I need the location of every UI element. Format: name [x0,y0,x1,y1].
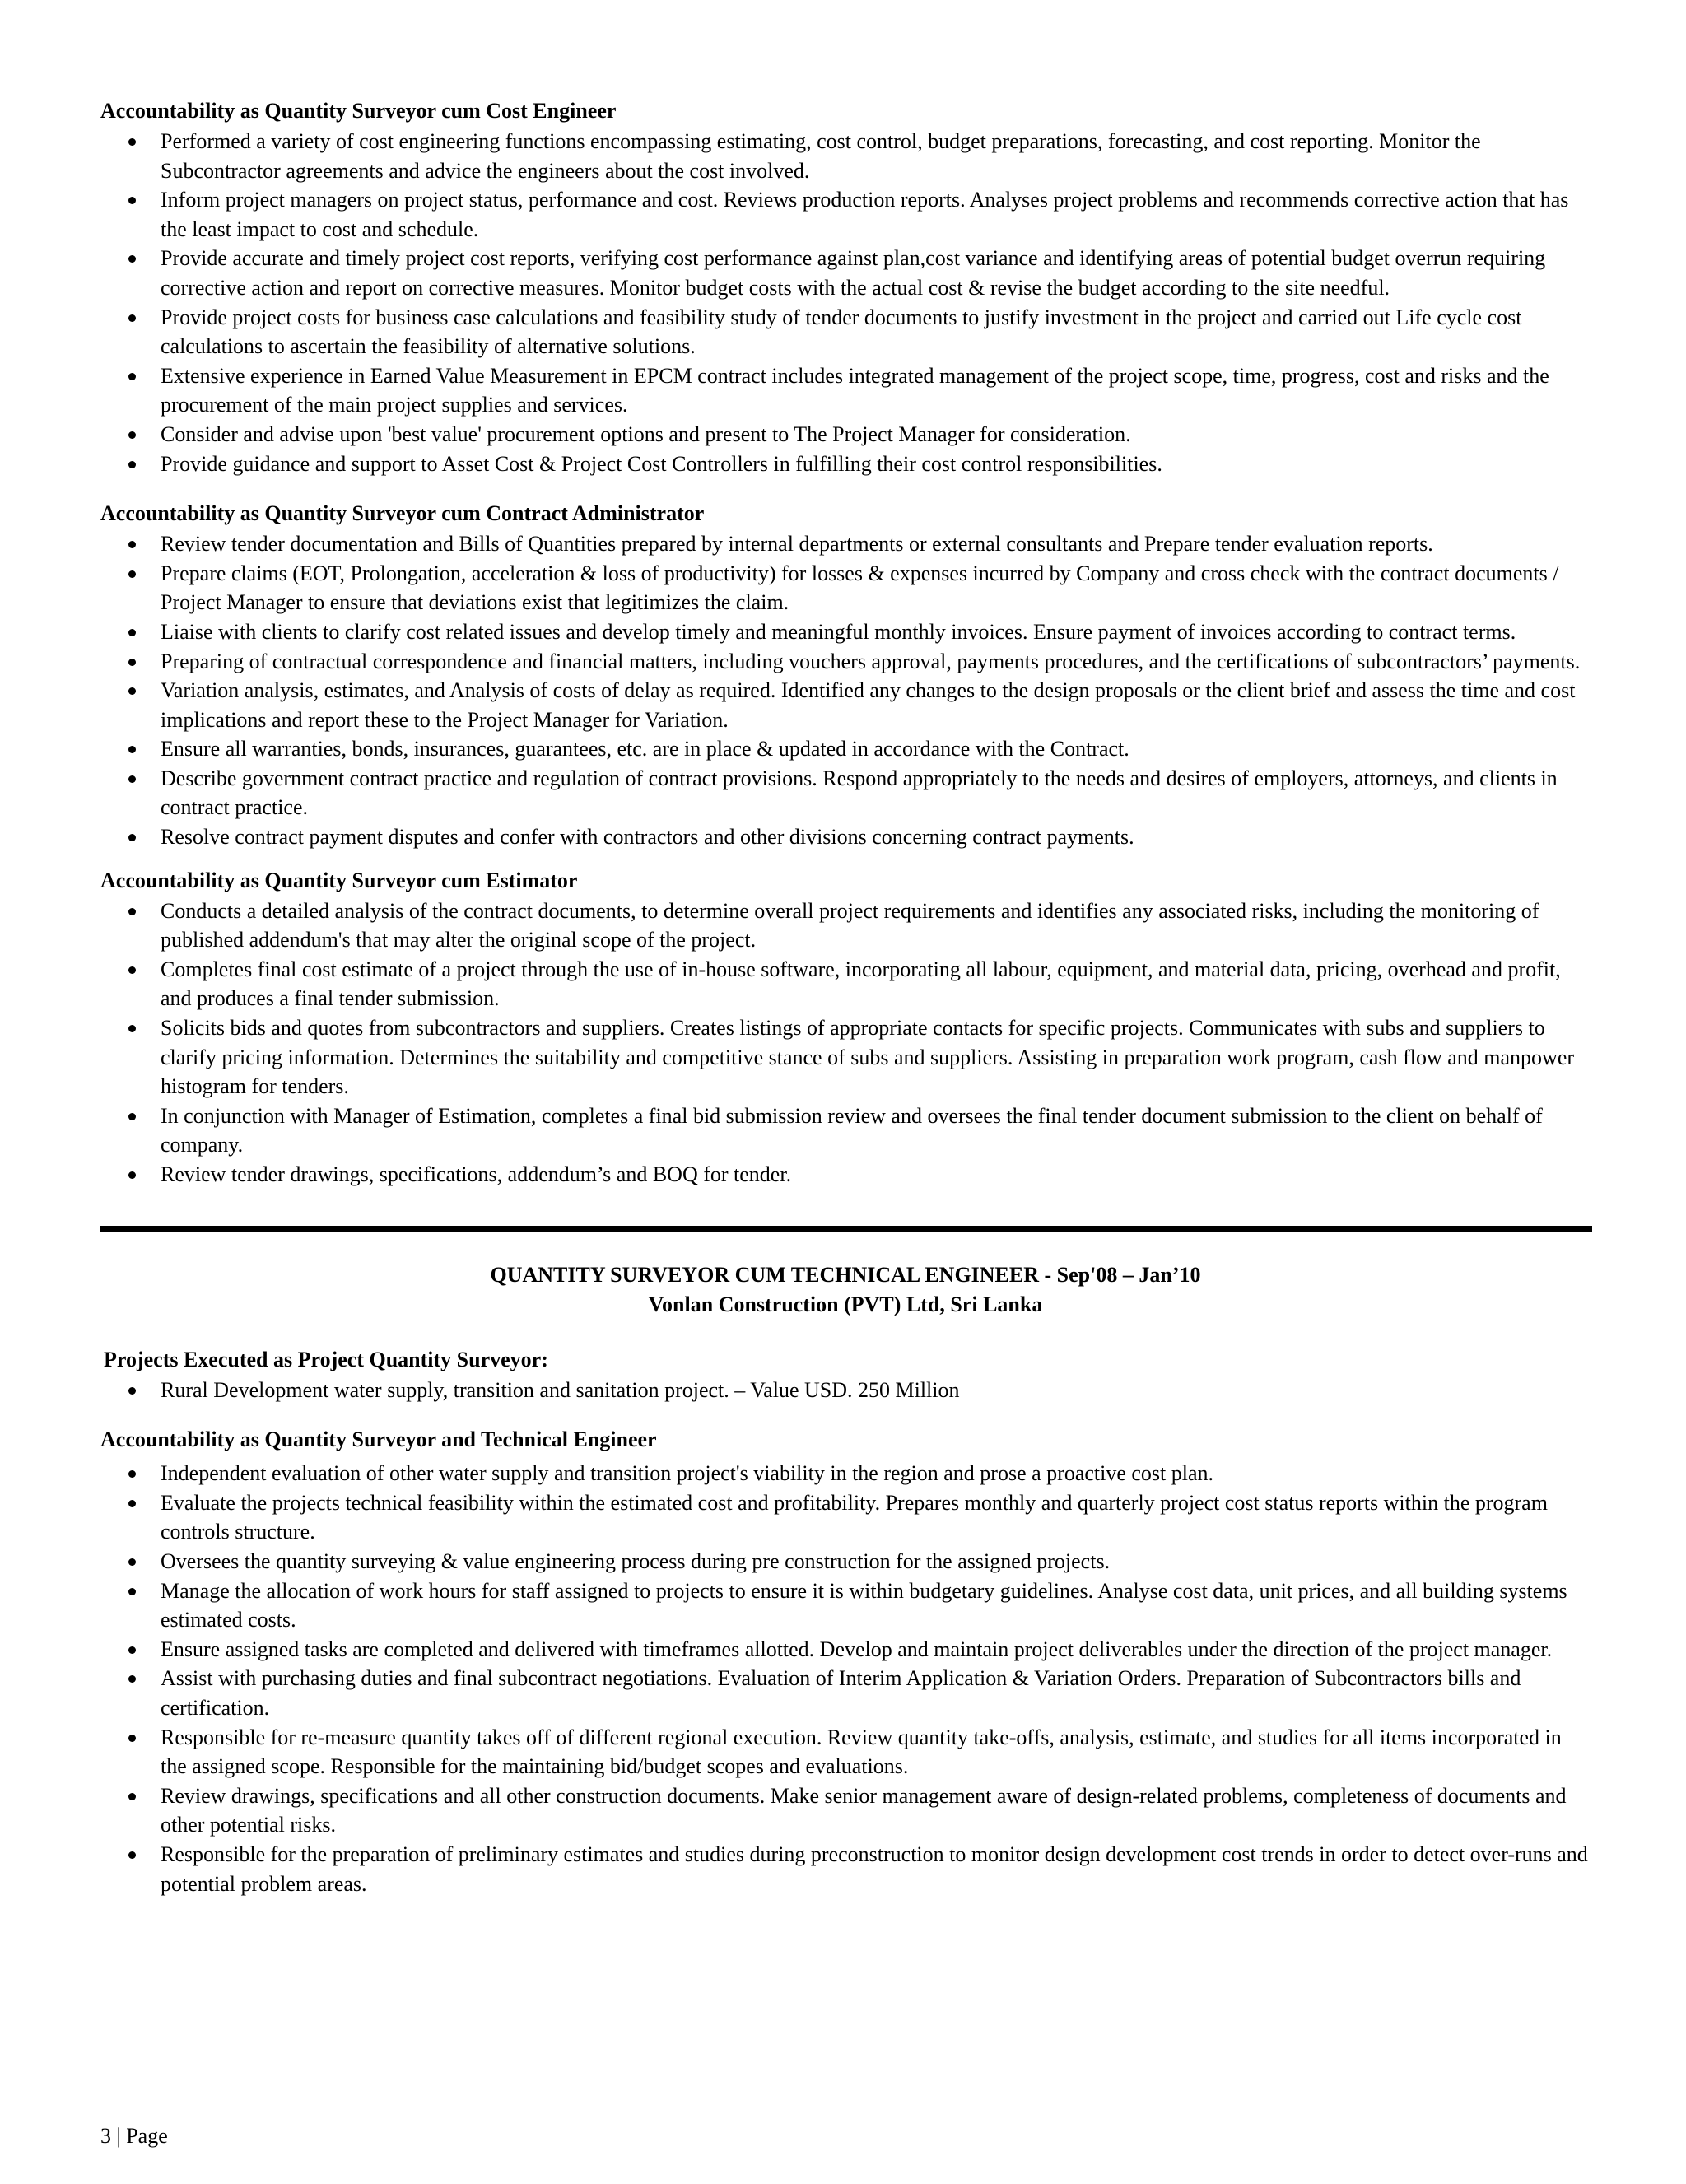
list-item: Independent evaluation of other water supply and transition project's viability in the region and prose a proactive cost plan. [100,1459,1591,1488]
list-item: Manage the allocation of work hours for staff assigned to projects to ensure it is within budgetary guidelines. Analyse cost data, unit prices, and all building systems estimated costs. [100,1576,1591,1635]
list-item: Inform project managers on project status, performance and cost. Reviews production reports. Analyses project problems and recommends corrective action that has the least impact to cost and schedule. [100,185,1591,244]
list-item: Preparing of contractual correspondence and financial matters, including vouchers approval, payments procedures, and the certifications of subcontractors’ payments. [100,647,1591,677]
company-name: Vonlan Construction (PVT) Ltd, Sri Lanka [648,1292,1043,1316]
section-heading: Accountability as Quantity Surveyor cum Cost Engineer [100,99,617,123]
list-item: Solicits bids and quotes from subcontractors and suppliers. Creates listings of appropriate contacts for specific projects. Communicates with subs and suppliers to clarify pricing information. Determines the suitability and competitive stance of subs and suppliers. Assisting in preparation work program, cash flow and manpower histogram for tenders. [100,1013,1591,1101]
list-item: Provide project costs for business case calculations and feasibility study of tender documents to justify investment in the project and carried out Life cycle cost calculations to ascertain the feasibility of alternative solutions. [100,303,1591,361]
page-footer [100,2122,168,2150]
list-item: Extensive experience in Earned Value Measurement in EPCM contract includes integrated management of the project scope, time, progress, cost and risks and the procurement of the main project supplies and services. [100,361,1591,420]
section-heading: Accountability as Quantity Surveyor cum Contract Administrator [100,501,705,526]
section-estimator [100,867,1591,1190]
section-contract-administrator [100,500,1591,852]
bullet-list [100,1459,1591,1898]
list-item: Liaise with clients to clarify cost related issues and develop timely and meaningful monthly invoices. Ensure payment of invoices according to contract terms. [100,617,1591,647]
job-title: QUANTITY SURVEYOR CUM TECHNICAL ENGINEER - Sep'08 – Jan’10 [490,1262,1201,1287]
list-item: Oversees the quantity surveying & value engineering process during pre construction for the assigned projects. [100,1547,1591,1576]
bullet-list [100,127,1591,478]
list-item: In conjunction with Manager of Estimation, completes a final bid submission review and oversees the final tender document submission to the client on behalf of company. [100,1101,1591,1160]
section-heading: Projects Executed as Project Quantity Surveyor: [104,1347,548,1371]
section-heading: Accountability as Quantity Surveyor cum Estimator [100,868,578,892]
list-item: Rural Development water supply, transition and sanitation project. – Value USD. 250 Million [100,1376,1591,1405]
list-item: Describe government contract practice and regulation of contract provisions. Respond appropriately to the needs and desires of employers, attorneys, and clients in contract practice. [100,764,1591,822]
list-item: Ensure assigned tasks are completed and delivered with timeframes allotted. Develop and maintain project deliverables under the direction of the project manager. [100,1635,1591,1665]
section-cost-engineer [100,97,1591,478]
list-item: Performed a variety of cost engineering functions encompassing estimating, cost control, budget preparations, forecasting, and cost reporting. Monitor the Subcontractor agreements and advice the engineers about the cost involved. [100,127,1591,185]
job-header [100,1260,1591,1320]
list-item: Evaluate the projects technical feasibility within the estimated cost and profitability. Prepares monthly and quarterly project cost status reports within the program controls structure. [100,1488,1591,1547]
list-item: Resolve contract payment disputes and confer with contractors and other divisions concerning contract payments. [100,822,1591,852]
list-item: Assist with purchasing duties and final subcontract negotiations. Evaluation of Interim Application & Variation Orders. Preparation of Subcontractors bills and certification. [100,1664,1591,1722]
page-number: 3 | Page [100,2124,168,2148]
bullet-list [100,1376,1591,1405]
list-item: Prepare claims (EOT, Prolongation, acceleration & loss of productivity) for losses & expenses incurred by Company and cross check with the contract documents / Project Manager to ensure that deviations exist that legitimizes the claim. [100,559,1591,617]
list-item: Variation analysis, estimates, and Analysis of costs of delay as required. Identified any changes to the design proposals or the client brief and assess the time and cost implications and report these to the Project Manager for Variation. [100,676,1591,734]
list-item: Provide guidance and support to Asset Cost & Project Cost Controllers in fulfilling their cost control responsibilities. [100,449,1591,479]
list-item: Responsible for re-measure quantity takes off of different regional execution. Review quantity take-offs, analysis, estimate, and studies for all items incorporated in the assigned scope. Responsible for the maintaining bid/budget scopes and evaluations. [100,1723,1591,1781]
list-item: Consider and advise upon 'best value' procurement options and present to The Project Manager for consideration. [100,420,1591,449]
list-item: Completes final cost estimate of a project through the use of in-house software, incorporating all labour, equipment, and material data, pricing, overhead and profit, and produces a final tender submission. [100,955,1591,1013]
section-projects [100,1346,1591,1405]
list-item: Responsible for the preparation of preliminary estimates and studies during preconstruction to monitor design development cost trends in order to detect over-runs and potential problem areas. [100,1840,1591,1898]
list-item: Review drawings, specifications and all other construction documents. Make senior management aware of design-related problems, completeness of documents and other potential risks. [100,1781,1591,1840]
bullet-list [100,896,1591,1190]
list-item: Provide accurate and timely project cost reports, verifying cost performance against plan,cost variance and identifying areas of potential budget overrun requiring corrective action and report on corrective measures. Monitor budget costs with the actual cost & revise the budget according to the site needful. [100,244,1591,302]
resume-page [100,97,1591,1898]
bullet-list [100,529,1591,852]
list-item: Review tender drawings, specifications, addendum’s and BOQ for tender. [100,1160,1591,1190]
section-divider [100,1226,1592,1232]
section-technical-engineer [100,1426,1591,1898]
list-item: Conducts a detailed analysis of the contract documents, to determine overall project requirements and identifies any associated risks, including the monitoring of published addendum's that may alter the original scope of the project. [100,896,1591,955]
list-item: Review tender documentation and Bills of Quantities prepared by internal departments or external consultants and Prepare tender evaluation reports. [100,529,1591,559]
list-item: Ensure all warranties, bonds, insurances, guarantees, etc. are in place & updated in accordance with the Contract. [100,734,1591,764]
section-heading: Accountability as Quantity Surveyor and Technical Engineer [100,1427,657,1452]
